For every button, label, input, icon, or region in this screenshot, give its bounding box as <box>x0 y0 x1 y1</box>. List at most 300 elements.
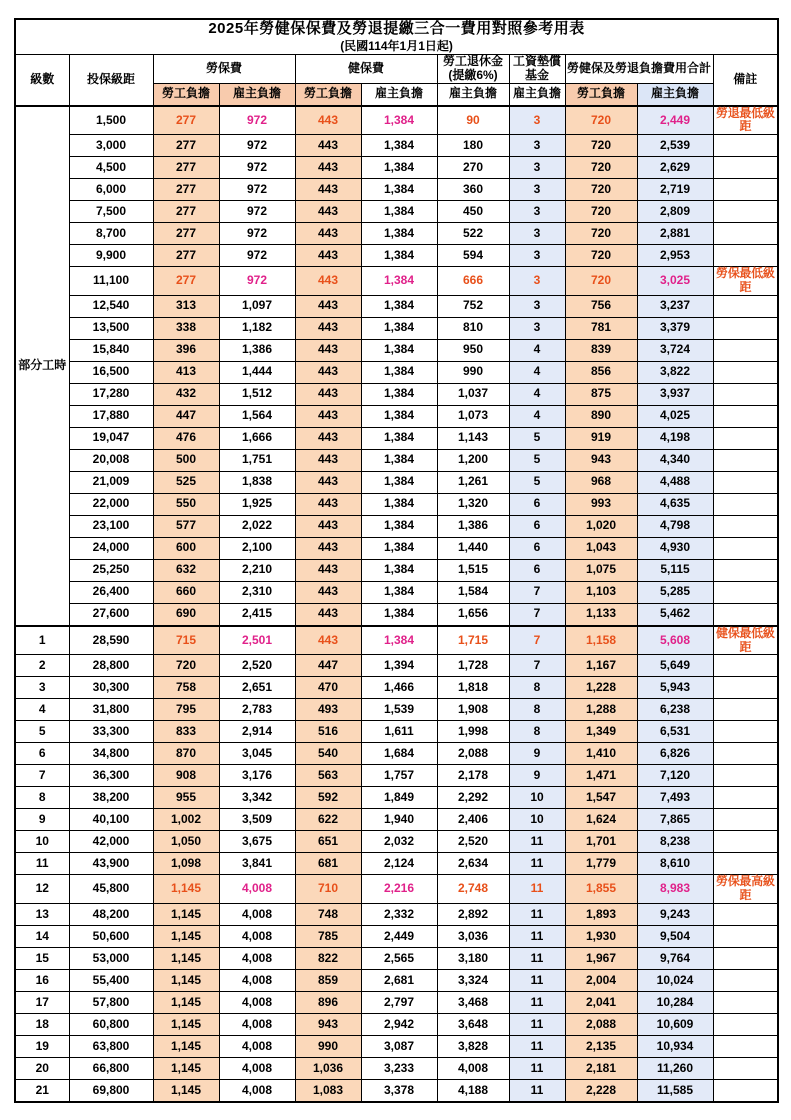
cell-labor-pension: 450 <box>437 201 509 223</box>
cell-salary-bracket: 1,500 <box>69 106 153 135</box>
cell-level: 15 <box>15 948 69 970</box>
cell-total-employer: 7,865 <box>637 809 713 831</box>
cell-remark <box>713 157 778 179</box>
cell-wage-arrears-fund: 11 <box>509 875 565 904</box>
cell-total-employee: 968 <box>565 471 637 493</box>
cell-health-insurance-employee: 443 <box>295 603 361 626</box>
cell-total-employee: 1,288 <box>565 699 637 721</box>
cell-health-insurance-employer: 1,684 <box>361 743 437 765</box>
cell-labor-pension: 1,143 <box>437 427 509 449</box>
cell-remark <box>713 427 778 449</box>
cell-remark <box>713 1080 778 1103</box>
table-row <box>15 449 778 471</box>
cell-wage-arrears-fund: 3 <box>509 201 565 223</box>
cell-labor-pension: 3,648 <box>437 1014 509 1036</box>
cell-total-employer: 2,449 <box>637 106 713 135</box>
subheader-fund-employer: 雇主負擔 <box>509 83 565 106</box>
cell-total-employee: 2,135 <box>565 1036 637 1058</box>
cell-health-insurance-employee: 710 <box>295 875 361 904</box>
cell-level: 20 <box>15 1058 69 1080</box>
cell-health-insurance-employee: 443 <box>295 157 361 179</box>
cell-labor-insurance-employee: 1,050 <box>153 831 219 853</box>
page-title: 2025年勞健保保費及勞退提繳三合一費用對照參考用表 <box>208 20 585 37</box>
cell-salary-bracket: 11,100 <box>69 267 153 296</box>
cell-salary-bracket: 69,800 <box>69 1080 153 1103</box>
cell-health-insurance-employer: 2,032 <box>361 831 437 853</box>
cell-labor-pension: 1,998 <box>437 721 509 743</box>
cell-total-employer: 9,764 <box>637 948 713 970</box>
header-labor-pension: 勞工退休金(提繳6%) <box>437 55 509 84</box>
cell-labor-insurance-employee: 1,145 <box>153 948 219 970</box>
cell-level: 21 <box>15 1080 69 1103</box>
cell-salary-bracket: 9,900 <box>69 245 153 267</box>
cell-health-insurance-employer: 1,384 <box>361 559 437 581</box>
cell-salary-bracket: 22,000 <box>69 493 153 515</box>
cell-total-employer: 5,462 <box>637 603 713 626</box>
subheader-pension-employer: 雇主負擔 <box>437 83 509 106</box>
cell-remark <box>713 135 778 157</box>
cell-labor-insurance-employee: 1,145 <box>153 904 219 926</box>
cell-health-insurance-employer: 2,797 <box>361 992 437 1014</box>
cell-total-employer: 9,243 <box>637 904 713 926</box>
cell-salary-bracket: 28,800 <box>69 655 153 677</box>
cell-health-insurance-employer: 1,384 <box>361 339 437 361</box>
cell-labor-insurance-employer: 3,342 <box>219 787 295 809</box>
cell-level: 10 <box>15 831 69 853</box>
cell-remark <box>713 743 778 765</box>
cell-wage-arrears-fund: 6 <box>509 493 565 515</box>
cell-labor-insurance-employer: 3,841 <box>219 853 295 875</box>
cell-health-insurance-employee: 443 <box>295 383 361 405</box>
cell-health-insurance-employee: 443 <box>295 427 361 449</box>
cell-total-employee: 2,088 <box>565 1014 637 1036</box>
cell-health-insurance-employer: 1,539 <box>361 699 437 721</box>
cell-labor-insurance-employee: 1,145 <box>153 1080 219 1103</box>
cell-health-insurance-employer: 1,940 <box>361 809 437 831</box>
cell-health-insurance-employer: 3,087 <box>361 1036 437 1058</box>
cell-level: 6 <box>15 743 69 765</box>
cell-health-insurance-employee: 443 <box>295 559 361 581</box>
cell-health-insurance-employee: 785 <box>295 926 361 948</box>
cell-labor-pension: 270 <box>437 157 509 179</box>
cell-labor-insurance-employee: 1,145 <box>153 926 219 948</box>
cell-labor-insurance-employee: 577 <box>153 515 219 537</box>
cell-health-insurance-employer: 1,384 <box>361 135 437 157</box>
cell-labor-pension: 3,036 <box>437 926 509 948</box>
cell-remark <box>713 721 778 743</box>
cell-labor-insurance-employee: 396 <box>153 339 219 361</box>
cell-health-insurance-employer: 2,565 <box>361 948 437 970</box>
cell-remark <box>713 383 778 405</box>
cell-total-employer: 2,719 <box>637 179 713 201</box>
cell-total-employer: 11,585 <box>637 1080 713 1103</box>
cell-health-insurance-employer: 2,332 <box>361 904 437 926</box>
cell-labor-insurance-employer: 1,512 <box>219 383 295 405</box>
cell-total-employee: 2,004 <box>565 970 637 992</box>
cell-health-insurance-employer: 1,384 <box>361 626 437 655</box>
cell-labor-insurance-employee: 277 <box>153 267 219 296</box>
cell-health-insurance-employee: 896 <box>295 992 361 1014</box>
cell-health-insurance-employee: 622 <box>295 809 361 831</box>
cell-salary-bracket: 28,590 <box>69 626 153 655</box>
cell-total-employee: 756 <box>565 295 637 317</box>
cell-labor-insurance-employee: 1,145 <box>153 1036 219 1058</box>
cell-labor-insurance-employer: 2,501 <box>219 626 295 655</box>
cell-health-insurance-employer: 1,384 <box>361 515 437 537</box>
cell-total-employee: 781 <box>565 317 637 339</box>
cell-wage-arrears-fund: 6 <box>509 559 565 581</box>
cell-remark <box>713 471 778 493</box>
table-row <box>15 361 778 383</box>
subheader-total-employer: 雇主負擔 <box>637 83 713 106</box>
cell-salary-bracket: 53,000 <box>69 948 153 970</box>
cell-wage-arrears-fund: 8 <box>509 677 565 699</box>
cell-labor-insurance-employer: 4,008 <box>219 992 295 1014</box>
cell-health-insurance-employee: 443 <box>295 179 361 201</box>
cell-health-insurance-employee: 443 <box>295 493 361 515</box>
table-row <box>15 655 778 677</box>
cell-total-employer: 2,953 <box>637 245 713 267</box>
cell-labor-insurance-employee: 277 <box>153 201 219 223</box>
cell-labor-pension: 2,634 <box>437 853 509 875</box>
cell-wage-arrears-fund: 11 <box>509 992 565 1014</box>
cell-total-employee: 720 <box>565 223 637 245</box>
cell-labor-insurance-employer: 2,783 <box>219 699 295 721</box>
cell-remark <box>713 361 778 383</box>
cell-wage-arrears-fund: 11 <box>509 1036 565 1058</box>
cell-level: 13 <box>15 904 69 926</box>
cell-health-insurance-employee: 443 <box>295 515 361 537</box>
cell-total-employer: 4,635 <box>637 493 713 515</box>
cell-health-insurance-employer: 1,384 <box>361 157 437 179</box>
cell-wage-arrears-fund: 11 <box>509 970 565 992</box>
table-row <box>15 926 778 948</box>
cell-salary-bracket: 63,800 <box>69 1036 153 1058</box>
cell-total-employer: 4,340 <box>637 449 713 471</box>
cell-total-employee: 1,228 <box>565 677 637 699</box>
cell-total-employee: 720 <box>565 201 637 223</box>
cell-remark: 勞保最高級距 <box>713 875 778 904</box>
cell-health-insurance-employee: 443 <box>295 245 361 267</box>
cell-health-insurance-employee: 443 <box>295 581 361 603</box>
cell-health-insurance-employee: 540 <box>295 743 361 765</box>
header-salary-bracket: 投保級距 <box>69 55 153 106</box>
cell-total-employee: 1,410 <box>565 743 637 765</box>
cell-labor-pension: 1,656 <box>437 603 509 626</box>
cell-total-employee: 2,181 <box>565 1058 637 1080</box>
cell-labor-insurance-employer: 2,415 <box>219 603 295 626</box>
cell-total-employer: 4,930 <box>637 537 713 559</box>
cell-salary-bracket: 57,800 <box>69 992 153 1014</box>
cell-remark <box>713 926 778 948</box>
cell-health-insurance-employee: 1,083 <box>295 1080 361 1103</box>
cell-health-insurance-employer: 1,384 <box>361 493 437 515</box>
cell-health-insurance-employer: 2,449 <box>361 926 437 948</box>
cell-labor-pension: 1,073 <box>437 405 509 427</box>
cell-health-insurance-employer: 1,384 <box>361 201 437 223</box>
cell-total-employee: 1,471 <box>565 765 637 787</box>
cell-labor-pension: 90 <box>437 106 509 135</box>
cell-labor-pension: 1,386 <box>437 515 509 537</box>
cell-health-insurance-employer: 1,384 <box>361 317 437 339</box>
header-labor-insurance: 勞保費 <box>153 55 295 84</box>
cell-wage-arrears-fund: 4 <box>509 405 565 427</box>
cell-total-employer: 10,609 <box>637 1014 713 1036</box>
cell-labor-insurance-employer: 2,310 <box>219 581 295 603</box>
table-row <box>15 135 778 157</box>
cell-total-employee: 1,133 <box>565 603 637 626</box>
table-row <box>15 245 778 267</box>
cell-remark <box>713 787 778 809</box>
cell-labor-insurance-employer: 4,008 <box>219 875 295 904</box>
cell-labor-pension: 950 <box>437 339 509 361</box>
subheader-hi-employee: 勞工負擔 <box>295 83 361 106</box>
cell-labor-insurance-employee: 795 <box>153 699 219 721</box>
cell-level: 5 <box>15 721 69 743</box>
cell-level: 4 <box>15 699 69 721</box>
cell-total-employer: 2,539 <box>637 135 713 157</box>
cell-remark <box>713 699 778 721</box>
table-row <box>15 179 778 201</box>
cell-labor-insurance-employer: 3,045 <box>219 743 295 765</box>
cell-wage-arrears-fund: 3 <box>509 106 565 135</box>
cell-total-employer: 3,724 <box>637 339 713 361</box>
cell-total-employer: 5,608 <box>637 626 713 655</box>
cell-total-employee: 1,779 <box>565 853 637 875</box>
cell-wage-arrears-fund: 11 <box>509 948 565 970</box>
cell-health-insurance-employee: 443 <box>295 317 361 339</box>
cell-salary-bracket: 42,000 <box>69 831 153 853</box>
cell-salary-bracket: 55,400 <box>69 970 153 992</box>
cell-wage-arrears-fund: 11 <box>509 831 565 853</box>
cell-total-employee: 1,930 <box>565 926 637 948</box>
cell-total-employer: 10,934 <box>637 1036 713 1058</box>
cell-level: 2 <box>15 655 69 677</box>
cell-remark <box>713 245 778 267</box>
cell-total-employee: 943 <box>565 449 637 471</box>
cell-total-employee: 1,103 <box>565 581 637 603</box>
cell-remark <box>713 948 778 970</box>
cell-labor-pension: 3,468 <box>437 992 509 1014</box>
cell-labor-insurance-employer: 972 <box>219 267 295 296</box>
cell-total-employee: 919 <box>565 427 637 449</box>
cell-labor-insurance-employer: 1,838 <box>219 471 295 493</box>
table-row <box>15 106 778 135</box>
cell-labor-insurance-employer: 1,444 <box>219 361 295 383</box>
table-row <box>15 1080 778 1103</box>
cell-total-employee: 720 <box>565 135 637 157</box>
table-row <box>15 721 778 743</box>
cell-labor-insurance-employee: 632 <box>153 559 219 581</box>
cell-remark <box>713 295 778 317</box>
cell-health-insurance-employee: 443 <box>295 295 361 317</box>
cell-labor-insurance-employer: 972 <box>219 157 295 179</box>
cell-wage-arrears-fund: 11 <box>509 853 565 875</box>
cell-labor-insurance-employer: 972 <box>219 179 295 201</box>
table-row <box>15 515 778 537</box>
cell-health-insurance-employee: 443 <box>295 339 361 361</box>
cell-remark <box>713 339 778 361</box>
cell-remark <box>713 1014 778 1036</box>
cell-total-employee: 890 <box>565 405 637 427</box>
cell-labor-insurance-employer: 972 <box>219 135 295 157</box>
cell-labor-insurance-employer: 4,008 <box>219 1036 295 1058</box>
cell-remark <box>713 317 778 339</box>
cell-health-insurance-employee: 651 <box>295 831 361 853</box>
table-row <box>15 405 778 427</box>
cell-total-employer: 4,488 <box>637 471 713 493</box>
table-row <box>15 427 778 449</box>
cell-total-employer: 2,809 <box>637 201 713 223</box>
table-row <box>15 809 778 831</box>
subheader-total-employee: 勞工負擔 <box>565 83 637 106</box>
cell-health-insurance-employer: 1,384 <box>361 295 437 317</box>
table-row <box>15 581 778 603</box>
cell-labor-insurance-employer: 3,509 <box>219 809 295 831</box>
cell-salary-bracket: 26,400 <box>69 581 153 603</box>
cell-health-insurance-employer: 1,384 <box>361 106 437 135</box>
subheader-li-employee: 勞工負擔 <box>153 83 219 106</box>
cell-labor-insurance-employee: 500 <box>153 449 219 471</box>
cell-salary-bracket: 25,250 <box>69 559 153 581</box>
cell-remark <box>713 853 778 875</box>
cell-salary-bracket: 20,008 <box>69 449 153 471</box>
cell-labor-insurance-employer: 2,210 <box>219 559 295 581</box>
cell-health-insurance-employee: 592 <box>295 787 361 809</box>
header-combined: 勞健保及勞退負擔費用合計 <box>565 55 713 84</box>
cell-health-insurance-employee: 443 <box>295 537 361 559</box>
cell-labor-pension: 2,892 <box>437 904 509 926</box>
cell-salary-bracket: 60,800 <box>69 1014 153 1036</box>
table-row <box>15 267 778 296</box>
cell-total-employee: 2,041 <box>565 992 637 1014</box>
cell-wage-arrears-fund: 6 <box>509 515 565 537</box>
cell-labor-insurance-employee: 660 <box>153 581 219 603</box>
cell-remark: 勞退最低級距 <box>713 106 778 135</box>
cell-labor-insurance-employee: 1,145 <box>153 1014 219 1036</box>
cell-labor-pension: 180 <box>437 135 509 157</box>
cell-labor-insurance-employer: 1,182 <box>219 317 295 339</box>
cell-wage-arrears-fund: 5 <box>509 471 565 493</box>
cell-labor-pension: 3,828 <box>437 1036 509 1058</box>
cell-remark <box>713 809 778 831</box>
cell-salary-bracket: 4,500 <box>69 157 153 179</box>
table-row <box>15 295 778 317</box>
cell-remark <box>713 655 778 677</box>
table-row <box>15 603 778 626</box>
cell-labor-insurance-employer: 2,651 <box>219 677 295 699</box>
cell-labor-insurance-employer: 972 <box>219 223 295 245</box>
cell-total-employee: 1,893 <box>565 904 637 926</box>
cell-total-employee: 720 <box>565 267 637 296</box>
cell-health-insurance-employee: 943 <box>295 1014 361 1036</box>
cell-labor-insurance-employee: 277 <box>153 223 219 245</box>
cell-labor-pension: 1,908 <box>437 699 509 721</box>
cell-total-employer: 4,798 <box>637 515 713 537</box>
table-row <box>15 1058 778 1080</box>
cell-health-insurance-employee: 493 <box>295 699 361 721</box>
cell-remark <box>713 831 778 853</box>
cell-labor-pension: 2,748 <box>437 875 509 904</box>
cell-health-insurance-employer: 1,384 <box>361 427 437 449</box>
cell-labor-pension: 752 <box>437 295 509 317</box>
cell-labor-insurance-employer: 4,008 <box>219 1058 295 1080</box>
cell-salary-bracket: 17,280 <box>69 383 153 405</box>
cell-labor-pension: 594 <box>437 245 509 267</box>
cell-labor-insurance-employer: 4,008 <box>219 948 295 970</box>
table-row <box>15 904 778 926</box>
cell-total-employer: 4,025 <box>637 405 713 427</box>
cell-labor-pension: 2,292 <box>437 787 509 809</box>
cell-total-employee: 1,547 <box>565 787 637 809</box>
cell-health-insurance-employer: 1,384 <box>361 603 437 626</box>
cell-total-employee: 875 <box>565 383 637 405</box>
cell-labor-pension: 1,440 <box>437 537 509 559</box>
cell-wage-arrears-fund: 11 <box>509 1058 565 1080</box>
cell-labor-insurance-employer: 1,751 <box>219 449 295 471</box>
cell-labor-insurance-employer: 2,100 <box>219 537 295 559</box>
cell-labor-insurance-employee: 277 <box>153 157 219 179</box>
cell-wage-arrears-fund: 3 <box>509 295 565 317</box>
cell-level: 11 <box>15 853 69 875</box>
cell-salary-bracket: 3,000 <box>69 135 153 157</box>
cell-wage-arrears-fund: 3 <box>509 157 565 179</box>
cell-labor-insurance-employee: 1,002 <box>153 809 219 831</box>
cell-wage-arrears-fund: 11 <box>509 1080 565 1103</box>
cell-total-employer: 9,504 <box>637 926 713 948</box>
cell-remark <box>713 223 778 245</box>
table-row <box>15 948 778 970</box>
cell-health-insurance-employer: 1,466 <box>361 677 437 699</box>
cell-labor-pension: 810 <box>437 317 509 339</box>
cell-remark <box>713 603 778 626</box>
cell-total-employee: 1,167 <box>565 655 637 677</box>
table-row <box>15 992 778 1014</box>
cell-labor-insurance-employer: 1,666 <box>219 427 295 449</box>
cell-health-insurance-employer: 1,849 <box>361 787 437 809</box>
cell-total-employee: 1,701 <box>565 831 637 853</box>
cell-remark <box>713 677 778 699</box>
cell-salary-bracket: 7,500 <box>69 201 153 223</box>
cell-labor-insurance-employer: 972 <box>219 201 295 223</box>
cell-health-insurance-employee: 443 <box>295 201 361 223</box>
cell-labor-pension: 1,584 <box>437 581 509 603</box>
cell-total-employee: 720 <box>565 106 637 135</box>
cell-labor-insurance-employee: 1,145 <box>153 875 219 904</box>
cell-labor-insurance-employer: 4,008 <box>219 1080 295 1103</box>
cell-wage-arrears-fund: 10 <box>509 809 565 831</box>
cell-remark <box>713 179 778 201</box>
cell-salary-bracket: 34,800 <box>69 743 153 765</box>
cell-total-employee: 2,228 <box>565 1080 637 1103</box>
cell-total-employer: 6,531 <box>637 721 713 743</box>
cell-labor-insurance-employer: 2,022 <box>219 515 295 537</box>
cell-health-insurance-employee: 443 <box>295 449 361 471</box>
cell-wage-arrears-fund: 3 <box>509 135 565 157</box>
cell-health-insurance-employer: 1,384 <box>361 383 437 405</box>
cell-total-employer: 3,937 <box>637 383 713 405</box>
table-row <box>15 201 778 223</box>
cell-total-employer: 3,379 <box>637 317 713 339</box>
cell-health-insurance-employee: 443 <box>295 135 361 157</box>
header-level: 級數 <box>15 55 69 106</box>
cell-wage-arrears-fund: 6 <box>509 537 565 559</box>
cell-total-employer: 2,629 <box>637 157 713 179</box>
cell-labor-insurance-employee: 1,145 <box>153 992 219 1014</box>
cell-labor-insurance-employee: 313 <box>153 295 219 317</box>
cell-total-employee: 1,624 <box>565 809 637 831</box>
cell-health-insurance-employer: 1,384 <box>361 267 437 296</box>
